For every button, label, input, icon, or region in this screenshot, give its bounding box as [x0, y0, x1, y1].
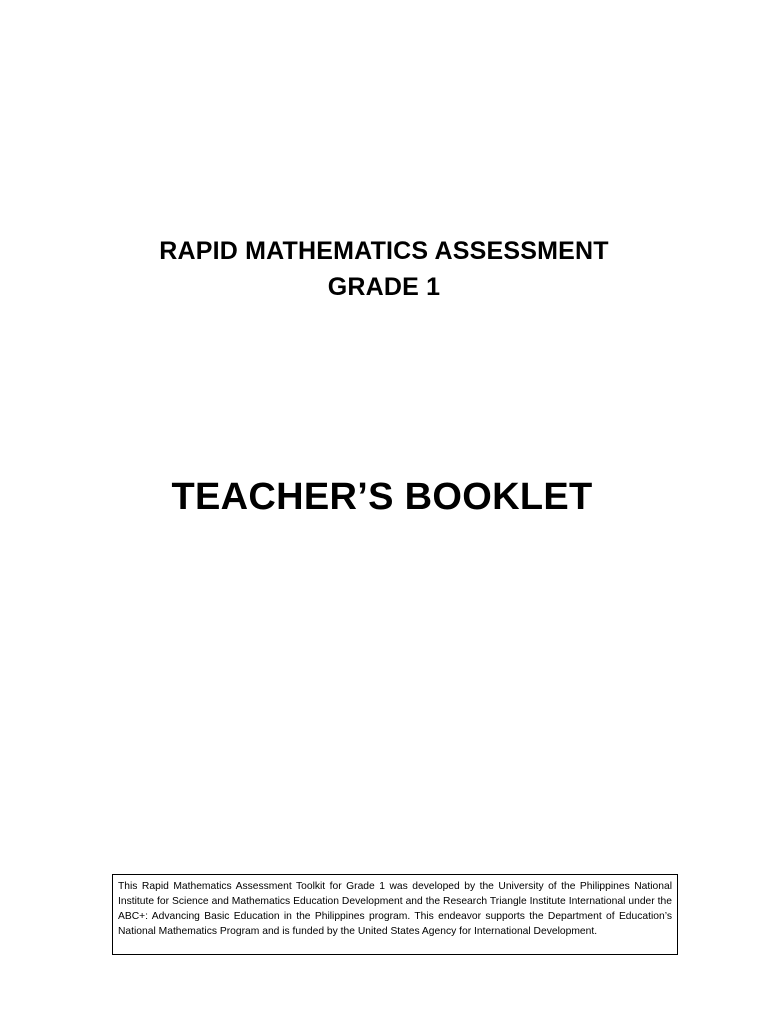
grade-level: GRADE 1 — [327, 273, 441, 301]
assessment-title: RAPID MATHEMATICS ASSESSMENT — [159, 237, 609, 265]
booklet-title: TEACHER’S BOOKLET — [171, 476, 593, 518]
credits-box: This Rapid Mathematics Assessment Toolkit for Grade 1 was developed by the University of the Philippines National Institute for Science and Mathematics Education Development and the Research Triangle Institute International under the ABC+: Advancing Basic Education in the Philippines program. This endeavor supports the Department of Education’s National Mathematics Program and is funded by the United States Agency for International Development. — [112, 874, 678, 955]
